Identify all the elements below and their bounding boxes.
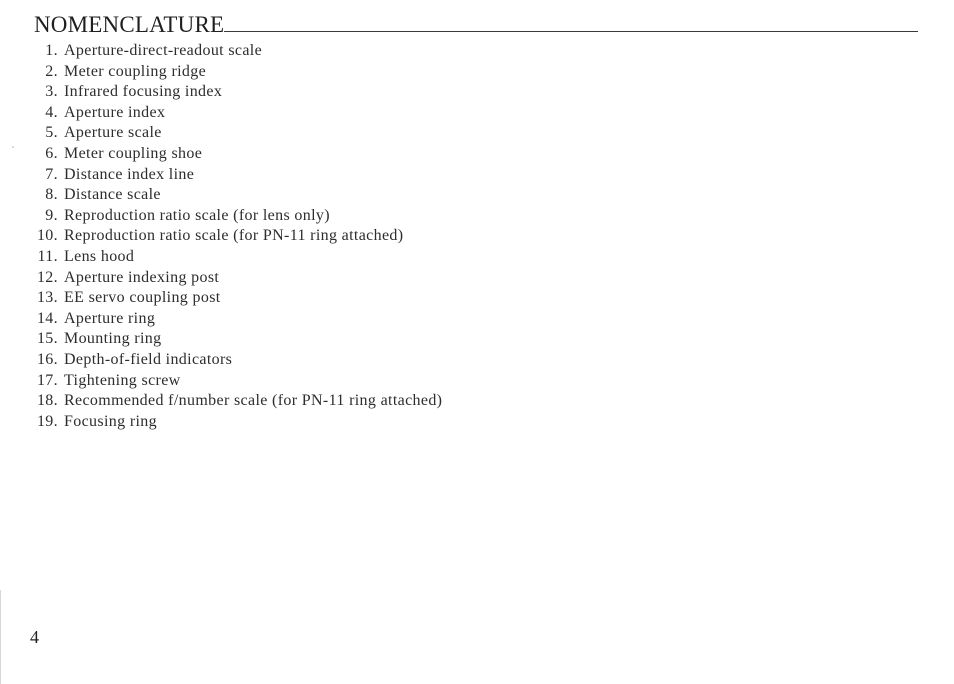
- nomenclature-list: [28, 41, 468, 432]
- heading-row: [34, 8, 918, 38]
- list-item: [28, 329, 468, 350]
- list-item: [28, 268, 468, 289]
- list-item: [28, 309, 468, 330]
- item-number: 1.: [45, 42, 58, 59]
- item-label: Focusing ring: [64, 412, 157, 430]
- item-label: Aperture indexing post: [64, 268, 220, 286]
- list-item: [28, 226, 468, 247]
- item-label: Reproduction ratio scale (for PN-11 ring attached): [64, 227, 404, 245]
- item-number: 18.: [36, 392, 58, 410]
- item-number: 10.: [36, 227, 58, 245]
- item-label: Aperture-direct-readout scale: [64, 42, 263, 59]
- item-number: 19.: [36, 412, 58, 430]
- scan-edge: [0, 590, 1, 684]
- item-number: 6.: [45, 144, 58, 162]
- page-number: 4: [30, 627, 39, 647]
- list-item: [28, 412, 468, 433]
- item-label: Meter coupling ridge: [64, 62, 207, 80]
- scan-speck: [12, 146, 14, 148]
- item-number: 11.: [37, 247, 58, 265]
- item-label: Reproduction ratio scale (for lens only): [64, 206, 330, 224]
- item-number: 2.: [45, 62, 58, 80]
- list-item: [28, 288, 468, 309]
- page-title: NOMENCLATURE: [34, 12, 225, 37]
- item-label: Aperture ring: [64, 309, 156, 327]
- item-label: Infrared focusing index: [64, 83, 223, 101]
- item-number: 12.: [36, 268, 58, 286]
- list-item: [28, 144, 468, 165]
- item-number: 17.: [36, 371, 58, 389]
- item-number: 13.: [36, 289, 58, 307]
- item-label: Distance scale: [64, 186, 161, 204]
- list-item: [28, 247, 468, 268]
- item-label: Aperture scale: [64, 124, 162, 142]
- list-item: [28, 165, 468, 186]
- list-item: [28, 62, 468, 83]
- list-item: [28, 206, 468, 227]
- item-number: 16.: [36, 350, 58, 368]
- item-number: 15.: [36, 330, 58, 348]
- item-label: Tightening screw: [64, 371, 181, 389]
- item-label: Depth-of-field indicators: [64, 350, 233, 368]
- list-item: [28, 82, 468, 103]
- item-label: EE servo coupling post: [64, 289, 221, 307]
- item-number: 4.: [45, 103, 58, 121]
- item-label: Mounting ring: [64, 330, 162, 348]
- item-label: Recommended f/number scale (for PN-11 ring attached): [64, 392, 443, 410]
- heading-rule: [224, 31, 918, 32]
- item-number: 9.: [45, 206, 58, 224]
- item-number: 8.: [45, 186, 58, 204]
- item-number: 7.: [45, 165, 58, 183]
- list-item: [28, 185, 468, 206]
- item-number: 14.: [36, 309, 58, 327]
- item-label: Aperture index: [64, 103, 166, 121]
- list-item: [28, 391, 468, 412]
- list-item: [28, 103, 468, 124]
- list-item: [28, 41, 468, 62]
- list-item: [28, 123, 468, 144]
- item-label: Meter coupling shoe: [64, 144, 203, 162]
- item-label: Lens hood: [64, 247, 135, 265]
- item-number: 5.: [45, 124, 58, 142]
- item-label: Distance index line: [64, 165, 195, 183]
- list-item: [28, 371, 468, 392]
- item-number: 3.: [45, 83, 58, 101]
- list-item: [28, 350, 468, 371]
